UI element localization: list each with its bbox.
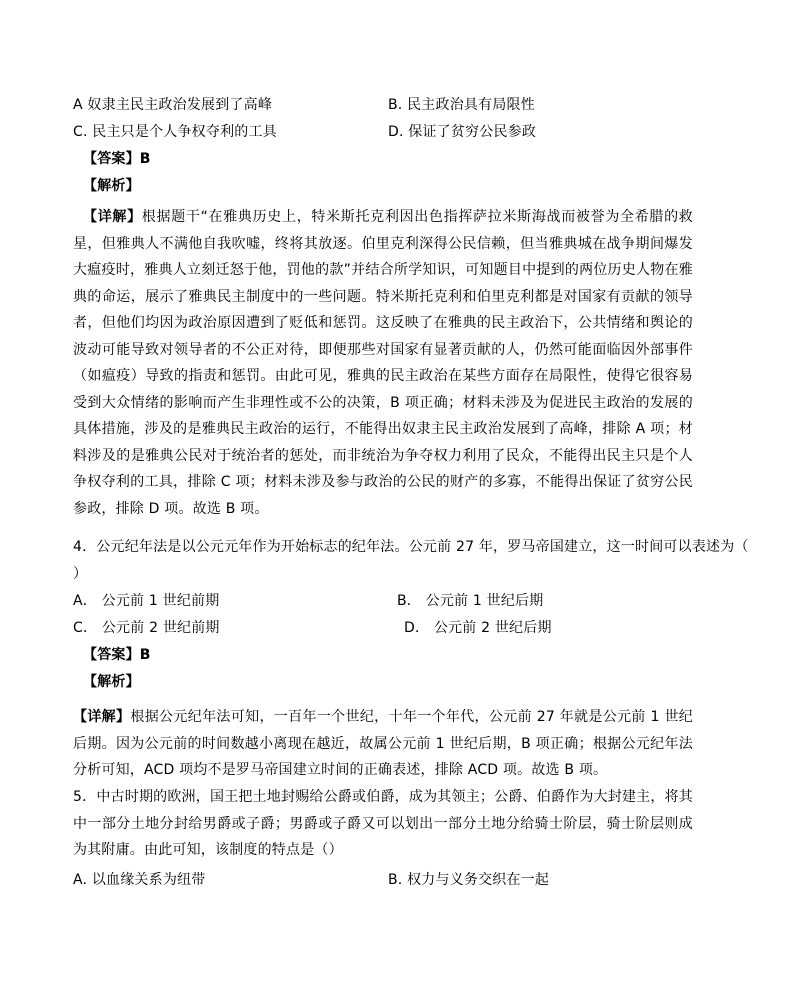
- q3-detail-text: 根据题干“在雅典历史上，特米斯托克利因出色指挥萨拉米斯海战而被誉为全希腊的救星，但雅典人不满他自我吹嘘，终将其放逐。伯里克利深得公民信赖，但当雅典城在战争期间爆发大瘟疫时，雅典人立刻迁怒于他，罚他的款”并结合所学知识，可知题目中提到的两位历史人物在雅典的命运，展示了雅典民主制度中的一些问题。特米斯托克利和伯里克利都是对国家有贡献的领导者，但他们均因为政治原因遭到了贬低和惩罚。这反映了在雅典的民主政治下，公共情绪和舆论的波动可能导致对领导者的不公正对待，即便那些对国家有显著贡献的人，仍然可能面临因外部事件（如瘟疫）导致的指责和惩罚。由此可见，雅典的民主政治在某些方面存在局限性，使得它很容易受到大众情绪的影响而产生非理性或不公的决策，B 项正确；材料未涉及为促进民主政治的发展的具体措施，涉及的是雅典民主政治的运行，不能得出奴隶主民主政治发展到了高峰，排除 A 项；材料涉及的是雅典公民对于统治者的惩处，而非统治为争夺权力利用了民众，不能得出民主只是个人争权夺利的工具，排除 C 项；材料未涉及参与政治的公民的财产的多寡，不能得出保证了贫穷公民参政，排除 D 项。故选 B 项。: [73, 209, 693, 517]
- q4-analysis-label: 【解析】: [83, 674, 140, 690]
- q3-analysis-label: 【解析】: [83, 178, 140, 194]
- q4-detail-paragraph: [73, 704, 693, 784]
- q5-option-a: A. 以血缘关系为纽带: [73, 872, 206, 888]
- q3-option-b: B. 民主政治具有局限性: [388, 97, 535, 113]
- q5-option-b: B. 权力与义务交织在一起: [388, 872, 550, 888]
- q4-option-d: D． 公元前 2 世纪后期: [404, 620, 552, 636]
- q3-option-a: A 奴隶主民主政治发展到了高峰: [73, 97, 273, 113]
- q3-option-c: C. 民主只是个人争权夺利的工具: [73, 124, 277, 140]
- q3-detail-paragraph: [73, 204, 693, 522]
- q4-answer: 【答案】B: [83, 647, 151, 663]
- q4-detail-text: 根据公元纪年法可知，一百年一个世纪，十年一个年代，公元前 27 年就是公元前 1 世纪后期。因为公元前的时间数越小离现在越近，故属公元前 1 世纪后期，B 项正确；根据公元纪年法分析可知，ACD 项均不是罗马帝国建立时间的正确表述，排除 ACD 项。故选 B 项。: [73, 709, 693, 778]
- q3-detail-label: 【详解】: [83, 209, 142, 225]
- q4-option-a: A． 公元前 1 世纪前期: [73, 593, 220, 609]
- q4-option-b: B． 公元前 1 世纪后期: [397, 593, 544, 609]
- q5-stem: 5．中古时期的欧洲，国王把土地封赐给公爵或伯爵，成为其领主；公爵、伯爵作为大封建主，将其中一部分土地分封给男爵或子爵；男爵或子爵又可以划出一部分土地分给骑士阶层，骑士阶层则成为其附庸。由此可知，该制度的特点是（）: [73, 789, 693, 858]
- q4-option-c: C． 公元前 2 世纪前期: [73, 620, 220, 636]
- q3-option-d: D. 保证了贫穷公民参政: [388, 124, 537, 140]
- q3-answer: 【答案】B: [83, 151, 151, 167]
- q4-stem-line1: 4．公元纪年法是以公元元年作为开始标志的纪年法。公元前 27 年，罗马帝国建立，这一时间可以表述为（: [73, 539, 749, 555]
- q4-stem-line2: ）: [73, 566, 88, 582]
- q4-detail-label: 【详解】: [73, 709, 131, 725]
